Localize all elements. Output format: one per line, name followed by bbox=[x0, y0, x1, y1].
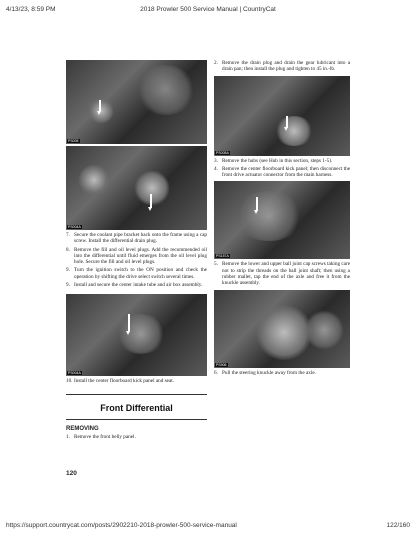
photo-floorboard bbox=[66, 294, 207, 376]
browser-footer bbox=[6, 522, 410, 532]
photo-ball-joint bbox=[214, 181, 350, 259]
page-url: https://support.countrycat.com/posts/2902210-2018-prowler-500-service-manual bbox=[6, 522, 237, 529]
step-text: 7. Secure the coolant pipe bracket back onto the frame using a cap screw. Install the differential drain plug. bbox=[66, 232, 207, 245]
step-text: 3. Remove the hubs (see Hub in this section, steps 1-5). bbox=[214, 157, 333, 164]
right-column bbox=[214, 60, 350, 378]
photo-fill-plug bbox=[66, 146, 207, 230]
photo-caption: PS005A bbox=[216, 150, 229, 155]
subheading: REMOVING bbox=[66, 425, 99, 432]
print-datetime: 4/13/23, 8:59 PM bbox=[6, 6, 56, 13]
left-column bbox=[66, 60, 207, 442]
photo-caption: PS004A bbox=[68, 371, 81, 376]
arrow-icon bbox=[256, 197, 258, 211]
step-text: 8. Remove the fill and oil level plugs. Add the recommended oil into the differential until fluid emerges from the oil level plug hole. Secure the fill and oil level plugs. bbox=[66, 246, 207, 266]
step-text: 2. Remove the drain plug and drain the gear lubricant into a drain pan; then install the plug and tighten to 45 in.-lb. bbox=[214, 60, 350, 73]
page-number: 120 bbox=[66, 470, 77, 477]
arrow-icon bbox=[99, 100, 101, 112]
photo-caption: PS005 bbox=[68, 139, 79, 143]
photo-caption: PS004A bbox=[68, 225, 81, 229]
photo-knuckle bbox=[214, 290, 350, 368]
photo-drain-plug bbox=[66, 60, 207, 144]
step-text: 9. Install and secure the center intake tube and air box assembly. bbox=[66, 282, 203, 289]
step-text: 5. Remove the lower and upper ball joint cap screws taking care not to strip the threads on the ball joint shaft; then using a rubber mallet, tap the end of the axle and free it from the knuckle assembly. bbox=[214, 261, 350, 287]
photo-caption: PS157A bbox=[216, 254, 229, 259]
photo-caption: PS906 bbox=[216, 362, 227, 367]
arrow-icon bbox=[150, 194, 152, 208]
page-count: 122/160 bbox=[386, 522, 410, 529]
page-title: 2018 Prowler 500 Service Manual | CountryCat bbox=[140, 6, 276, 13]
arrow-icon bbox=[286, 116, 288, 128]
step-text: 10. Install the center floorboard kick panel and seat. bbox=[66, 378, 174, 385]
step-text: 4. Remove the center floorboard kick panel; then disconnect the front drive actuator connector from the main harness. bbox=[214, 165, 350, 179]
browser-header bbox=[6, 6, 410, 16]
step-text: 1. Remove the front belly panel. bbox=[66, 433, 136, 440]
step-text: 9. Turn the ignition switch to the ON position and check the operation by shifting the drive select switch several times. bbox=[66, 267, 207, 280]
step-text: 6. Pull the steering knuckle away from the axle. bbox=[214, 369, 316, 376]
section-heading: Front Differential bbox=[66, 394, 207, 420]
arrow-icon bbox=[128, 314, 130, 332]
photo-drain bbox=[214, 76, 350, 156]
